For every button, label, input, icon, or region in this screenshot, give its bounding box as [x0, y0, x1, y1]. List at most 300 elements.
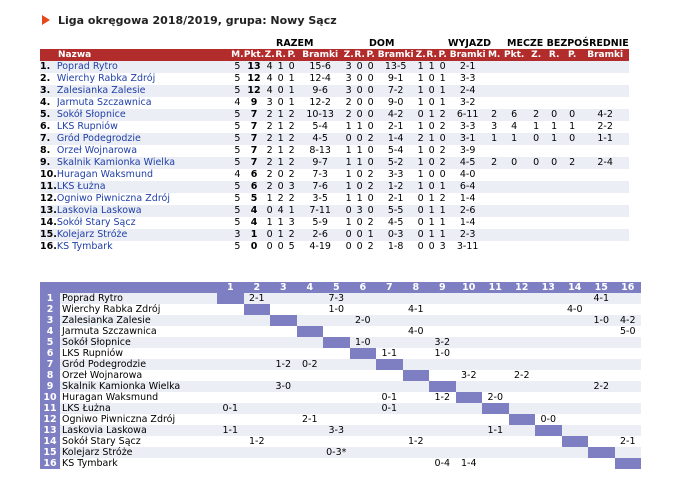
stat-cell-r: 1 [275, 109, 286, 121]
team-link[interactable]: Wierchy Rabka Zdrój [56, 73, 156, 84]
stat-cell-m: 5 [231, 181, 244, 193]
matrix-row [40, 425, 641, 436]
table-row [40, 193, 629, 205]
stat-cell-dr: 1 [354, 145, 365, 157]
stat-cell-dz: 0 [343, 241, 354, 253]
header-cell: Z. [527, 49, 545, 61]
stat-cell-r: 4 [275, 205, 286, 217]
stat-cell-bbr [581, 85, 629, 97]
stat-cell-z: 3 [264, 97, 275, 109]
stat-cell-r: 0 [275, 241, 286, 253]
header-cell: P. [366, 50, 375, 60]
stat-cell-wbr: 1-4 [448, 217, 487, 229]
stat-cell-r: 1 [275, 157, 286, 169]
stat-cell-z: 2 [264, 181, 275, 193]
matrix-result: 1-4 [456, 458, 483, 469]
matrix-result [456, 436, 483, 447]
stat-cell-wp: 1 [437, 205, 448, 217]
matrix-result [270, 337, 297, 348]
team-link[interactable]: Skalnik Kamionka Wielka [56, 157, 176, 168]
table-row [40, 133, 629, 145]
stat-cell-wbr: 3-2 [448, 97, 487, 109]
stat-cell-wp: 2 [437, 145, 448, 157]
team-link[interactable]: Sokół Stary Sącz [56, 217, 136, 228]
stat-cell-pkt: 6 [244, 181, 264, 193]
position-cell: 12. [40, 193, 57, 204]
matrix-result [403, 315, 430, 326]
matrix-result [456, 359, 483, 370]
header-cell: R. [275, 50, 286, 60]
matrix-result [244, 359, 271, 370]
matrix-result [615, 403, 642, 414]
matrix-result [403, 348, 430, 359]
matrix-result [323, 458, 350, 469]
matrix-result [562, 337, 589, 348]
matrix-result [376, 436, 403, 447]
stat-cell-p: 2 [286, 121, 297, 133]
matrix-result [535, 359, 562, 370]
stat-cell-bz [527, 169, 545, 181]
stat-cell-dr: 0 [354, 109, 365, 121]
matrix-result [562, 348, 589, 359]
team-link[interactable]: Orzeł Wojnarowa [56, 145, 138, 156]
matrix-col-header: 16 [615, 282, 642, 293]
stat-cell-bpkt: 6 [501, 109, 527, 121]
stat-cell-bm [487, 97, 501, 109]
table-row [40, 169, 629, 181]
matrix-result [429, 414, 456, 425]
stat-cell-p: 3 [286, 217, 297, 229]
matrix-row-number: 13 [40, 425, 60, 436]
stat-cell-brr [545, 85, 563, 97]
position-cell: 13. [40, 205, 57, 216]
matrix-result [456, 447, 483, 458]
stat-cell-brr [545, 217, 563, 229]
matrix-result [509, 403, 536, 414]
matrix-result: 2-0 [350, 315, 377, 326]
matrix-row-number: 16 [40, 458, 60, 469]
stat-cell-bm [487, 229, 501, 241]
matrix-result [403, 337, 430, 348]
stat-cell-wp: 0 [437, 133, 448, 145]
matrix-result [482, 414, 509, 425]
stat-cell-dbr: 1-4 [376, 133, 415, 145]
matrix-result [429, 425, 456, 436]
matrix-result: 1-0 [588, 315, 615, 326]
standings-header [40, 49, 629, 61]
matrix-result [350, 425, 377, 436]
stat-cell-r: 2 [275, 193, 286, 205]
matrix-result: 1-0 [429, 348, 456, 359]
stat-cell-wbr: 4-5 [448, 157, 487, 169]
stat-cell-pkt: 7 [244, 133, 264, 145]
stat-cell-wz: 0 [415, 241, 426, 253]
team-link[interactable]: Sokół Słopnice [56, 109, 126, 120]
stat-cell-dp: 0 [365, 73, 376, 85]
matrix-result: 3-0 [270, 381, 297, 392]
team-link[interactable]: Poprad Rytro [56, 61, 118, 72]
stat-cell-m: 3 [231, 229, 244, 241]
matrix-diagonal [482, 403, 509, 414]
stat-cell-bp: 1 [563, 121, 581, 133]
stat-cell-dbr: 5-5 [376, 205, 415, 217]
stat-cell-dp: 0 [365, 61, 376, 73]
position-cell: 6. [40, 121, 57, 133]
stat-cell-r: 0 [275, 169, 286, 181]
matrix-result [217, 392, 244, 403]
stat-cell-bpkt: 1 [501, 133, 527, 145]
stat-cell-br: 3-5 [297, 193, 343, 205]
matrix-result [562, 447, 589, 458]
matrix-col-header: 6 [350, 282, 377, 293]
stat-cell-bz: 0 [527, 133, 545, 145]
stat-cell-wz: 1 [415, 97, 426, 109]
stat-cell-z: 4 [264, 61, 275, 73]
header-cell: R. [354, 50, 365, 60]
matrix-result: 4-0 [403, 326, 430, 337]
matrix-result [270, 370, 297, 381]
matrix-row-number: 2 [40, 304, 60, 315]
stat-cell-z: 2 [264, 109, 275, 121]
stat-cell-brr: 0 [545, 157, 563, 169]
stat-cell-p: 2 [286, 193, 297, 205]
team-link[interactable]: Ogniwo Piwniczna Zdrój [56, 193, 170, 204]
matrix-result [615, 381, 642, 392]
position-cell: 14. [40, 217, 57, 228]
matrix-result [244, 381, 271, 392]
position-cell: 4. [40, 97, 57, 109]
stat-cell-dz: 1 [343, 157, 354, 169]
stat-cell-dp: 2 [365, 181, 376, 193]
matrix-row-number: 10 [40, 392, 60, 403]
matrix-col-header: 10 [456, 282, 483, 293]
stat-cell-bz [527, 181, 545, 193]
header-cell: Z. [415, 50, 426, 60]
matrix-row-number: 15 [40, 447, 60, 458]
matrix-result [350, 370, 377, 381]
matrix-diagonal [270, 315, 297, 326]
stat-cell-dz: 1 [343, 121, 354, 133]
stat-cell-wbr: 6-11 [448, 109, 487, 121]
stat-cell-dp: 2 [365, 217, 376, 229]
stat-cell-wz: 2 [415, 133, 426, 145]
header-cell: Bramki [377, 50, 414, 60]
stat-cell-r: 0 [275, 85, 286, 97]
stat-cell-z: 2 [264, 145, 275, 157]
matrix-row-number: 9 [40, 381, 60, 392]
matrix-col-header: 8 [403, 282, 430, 293]
stat-cell-br: 12-4 [297, 73, 343, 85]
team-link[interactable]: Zalesianka Zalesie [56, 85, 146, 96]
stat-cell-m: 5 [231, 73, 244, 85]
stat-cell-dr: 0 [354, 241, 365, 253]
stat-cell-dz: 0 [343, 205, 354, 217]
stat-cell-r: 1 [275, 121, 286, 133]
matrix-result [429, 315, 456, 326]
stat-cell-wbr: 3-3 [448, 121, 487, 133]
matrix-team-name: KS Tymbark [60, 458, 217, 469]
header-cell: P. [438, 50, 447, 60]
stat-cell-wz: 1 [415, 85, 426, 97]
stat-cell-bm [487, 193, 501, 205]
stat-cell-pkt: 4 [244, 205, 264, 217]
matrix-result [323, 370, 350, 381]
stat-cell-wr: 1 [426, 61, 437, 73]
matrix-result [562, 370, 589, 381]
matrix-row [40, 315, 641, 326]
matrix-result [350, 304, 377, 315]
table-row [40, 121, 629, 133]
team-link[interactable]: Jarmuta Szczawnica [56, 97, 152, 108]
stat-cell-dp: 0 [365, 85, 376, 97]
stat-cell-br: 5-4 [297, 121, 343, 133]
stat-cell-wp: 1 [437, 229, 448, 241]
matrix-result: 1-0 [350, 337, 377, 348]
matrix-result [350, 381, 377, 392]
stat-cell-br: 9-7 [297, 157, 343, 169]
matrix-result [297, 381, 324, 392]
stat-cell-m: 5 [231, 157, 244, 169]
matrix-team-name: Gród Podegrodzie [60, 359, 217, 370]
matrix-result [588, 337, 615, 348]
team-link[interactable]: LKS Rupniów [56, 121, 118, 132]
matrix-result [535, 326, 562, 337]
matrix-result [244, 326, 271, 337]
stat-cell-pkt: 1 [244, 229, 264, 241]
position-cell: 10. [40, 169, 57, 180]
team-link[interactable]: Huragan Waksmund [56, 169, 154, 180]
matrix-diagonal [376, 359, 403, 370]
matrix-header [40, 282, 641, 293]
matrix-row-number: 14 [40, 436, 60, 447]
matrix-result [588, 458, 615, 469]
stat-cell-bbr [581, 241, 629, 253]
team-link[interactable]: LKS Łużna [56, 181, 106, 192]
team-link[interactable]: KS Tymbark [56, 241, 113, 252]
matrix-result: 2-1 [615, 436, 642, 447]
matrix-result [429, 370, 456, 381]
stat-cell-bz: 0 [527, 157, 545, 169]
matrix-col-header: 1 [217, 282, 244, 293]
stat-cell-bpkt [501, 193, 527, 205]
matrix-team-name: Sokół Słopnice [60, 337, 217, 348]
matrix-result [509, 293, 536, 304]
stat-cell-dbr: 5-2 [376, 157, 415, 169]
stat-cell-m: 5 [231, 145, 244, 157]
matrix-row [40, 359, 641, 370]
matrix-result [482, 348, 509, 359]
table-row [40, 217, 629, 229]
stat-cell-dp: 0 [365, 157, 376, 169]
matrix-col-header: 7 [376, 282, 403, 293]
stat-cell-bpkt [501, 181, 527, 193]
stat-cell-dr: 1 [354, 157, 365, 169]
matrix-result [482, 359, 509, 370]
stat-cell-bp [563, 61, 581, 73]
matrix-result: 3-2 [456, 370, 483, 381]
stat-cell-dr: 0 [354, 217, 365, 229]
matrix-result [509, 458, 536, 469]
position-cell: 8. [40, 145, 57, 157]
matrix-result: 2-1 [297, 414, 324, 425]
table-row [40, 85, 629, 97]
stat-cell-wr: 1 [426, 109, 437, 121]
stat-cell-p: 1 [286, 97, 297, 109]
stat-cell-bpkt: 0 [501, 157, 527, 169]
matrix-result [615, 425, 642, 436]
stat-cell-m: 5 [231, 205, 244, 217]
team-cell [57, 193, 231, 205]
stat-cell-m: 5 [231, 193, 244, 205]
matrix-row-number: 3 [40, 315, 60, 326]
team-cell [57, 73, 231, 85]
stat-cell-r: 0 [275, 97, 286, 109]
matrix-result [376, 447, 403, 458]
stat-cell-bm [487, 85, 501, 97]
stat-cell-bbr [581, 73, 629, 85]
stat-cell-r: 1 [275, 217, 286, 229]
position-cell: 16. [40, 241, 57, 252]
stat-cell-bpkt [501, 145, 527, 157]
matrix-result [615, 304, 642, 315]
matrix-result [535, 315, 562, 326]
matrix-result [588, 414, 615, 425]
stat-cell-wbr: 2-3 [448, 229, 487, 241]
stat-cell-bbr [581, 145, 629, 157]
matrix-result [244, 447, 271, 458]
matrix-result [615, 337, 642, 348]
matrix-result [562, 359, 589, 370]
matrix-result [509, 436, 536, 447]
matrix-result [376, 304, 403, 315]
stat-cell-br: 4-19 [297, 241, 343, 253]
matrix-col-header: 13 [535, 282, 562, 293]
matrix-result: 3-2 [429, 337, 456, 348]
matrix-row [40, 326, 641, 337]
team-link[interactable]: Kolejarz Stróże [56, 229, 128, 240]
matrix-result [456, 337, 483, 348]
matrix-result [456, 414, 483, 425]
stat-cell-z: 1 [264, 217, 275, 229]
matrix-col-header: 5 [323, 282, 350, 293]
stat-cell-wbr: 3-3 [448, 73, 487, 85]
stat-cell-bbr [581, 169, 629, 181]
matrix-result: 4-1 [588, 293, 615, 304]
matrix-result [482, 293, 509, 304]
stat-cell-dz: 3 [343, 85, 354, 97]
matrix-result [535, 370, 562, 381]
team-cell [57, 241, 231, 253]
stat-cell-dbr: 9-0 [376, 97, 415, 109]
matrix-result: 2-1 [244, 293, 271, 304]
stat-cell-wbr: 2-1 [448, 61, 487, 73]
team-cell [57, 229, 231, 241]
stat-cell-dp: 0 [365, 121, 376, 133]
stat-cell-dp: 2 [365, 241, 376, 253]
stat-cell-wz: 0 [415, 229, 426, 241]
matrix-result [297, 337, 324, 348]
header-cell: Bramki [449, 50, 486, 60]
matrix-row-number: 4 [40, 326, 60, 337]
stat-cell-bbr: 1-1 [581, 133, 629, 145]
stat-cell-p: 2 [286, 133, 297, 145]
stat-cell-brr: 1 [545, 121, 563, 133]
matrix-result [350, 403, 377, 414]
matrix-result [588, 359, 615, 370]
stat-cell-dz: 0 [343, 229, 354, 241]
matrix-result [535, 403, 562, 414]
matrix-result [456, 403, 483, 414]
stat-cell-br: 5-9 [297, 217, 343, 229]
matrix-result [429, 293, 456, 304]
stat-cell-m: 5 [231, 121, 244, 133]
stat-cell-wp: 2 [437, 109, 448, 121]
matrix-result [323, 326, 350, 337]
header-cell: R. [426, 50, 437, 60]
matrix-result [482, 458, 509, 469]
stat-cell-bz: 1 [527, 121, 545, 133]
stat-cell-wz: 0 [415, 205, 426, 217]
matrix-row-number: 8 [40, 370, 60, 381]
matrix-result [429, 403, 456, 414]
stat-cell-wz: 1 [415, 169, 426, 181]
matrix-row [40, 381, 641, 392]
matrix-result [509, 348, 536, 359]
stat-cell-p: 2 [286, 169, 297, 181]
stat-cell-wz: 0 [415, 217, 426, 229]
stat-cell-wz: 1 [415, 157, 426, 169]
matrix-result: 0-2 [297, 359, 324, 370]
matrix-row [40, 392, 641, 403]
matrix-result [403, 425, 430, 436]
arrow-right-icon [42, 15, 50, 25]
stat-cell-pkt: 9 [244, 97, 264, 109]
group-bezposrednie: MECZE BEZPOŚREDNIE [507, 38, 629, 49]
stat-cell-z: 0 [264, 241, 275, 253]
stat-cell-m: 5 [231, 109, 244, 121]
matrix-result [456, 348, 483, 359]
team-cell [57, 61, 231, 73]
stat-cell-bp [563, 145, 581, 157]
header-cell: Bramki [581, 49, 629, 61]
stat-cell-wr: 1 [426, 193, 437, 205]
stat-cell-brr: 0 [545, 109, 563, 121]
stat-cell-bp [563, 73, 581, 85]
stat-cell-bpkt [501, 205, 527, 217]
stat-cell-dbr: 4-2 [376, 109, 415, 121]
stat-cell-br: 4-5 [297, 133, 343, 145]
matrix-result: 1-2 [429, 392, 456, 403]
stat-cell-wr: 0 [426, 145, 437, 157]
stat-cell-r: 0 [275, 73, 286, 85]
matrix-result: 3-3 [323, 425, 350, 436]
standings-table [40, 49, 629, 253]
matrix-diagonal [350, 348, 377, 359]
stat-cell-z: 4 [264, 85, 275, 97]
stat-cell-dbr: 2-1 [376, 193, 415, 205]
stat-cell-wz: 1 [415, 181, 426, 193]
matrix-result [562, 458, 589, 469]
matrix-result [270, 436, 297, 447]
stat-cell-dr: 0 [354, 229, 365, 241]
team-cell [57, 85, 231, 97]
stat-cell-dz: 1 [343, 181, 354, 193]
team-link[interactable]: Laskovia Laskowa [56, 205, 142, 216]
team-link[interactable]: Gród Podegrodzie [56, 133, 141, 144]
header-cell: P. [563, 49, 581, 61]
matrix-result [350, 392, 377, 403]
matrix-result [270, 458, 297, 469]
